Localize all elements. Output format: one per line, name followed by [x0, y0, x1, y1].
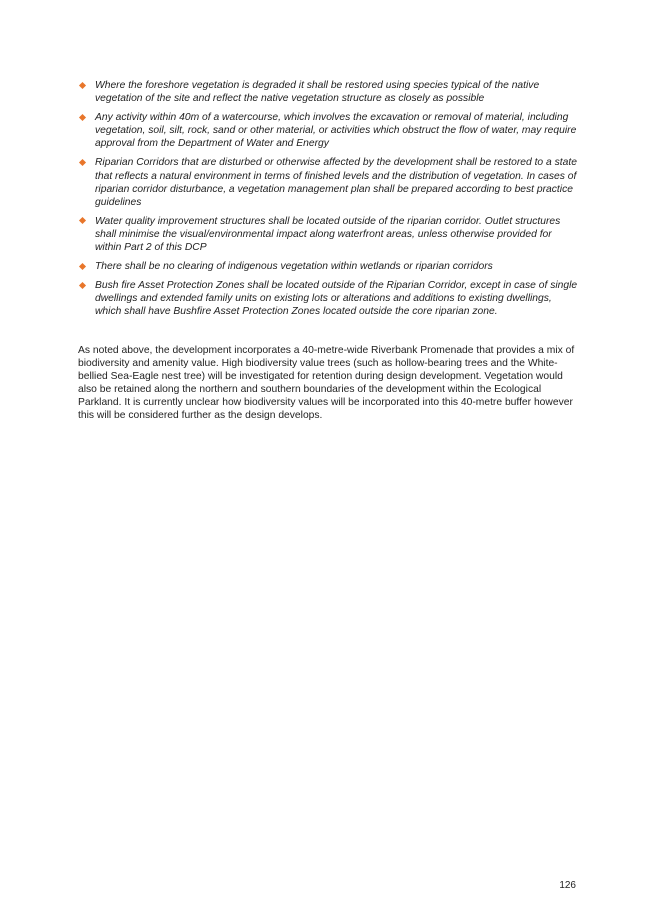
bullet-text: Bush fire Asset Protection Zones shall be located outside of the Riparian Corridor, except in case of single dwellings and extended family units on existing lots or alterations and additions to existing dwellings, which shall have Bushfire Asset Protection Zones located outside the core riparian zone. [95, 280, 578, 318]
bullet-item [78, 260, 578, 273]
bullet-item [78, 215, 578, 254]
bullet-diamond-icon [79, 217, 86, 224]
bullet-text: Water quality improvement structures shall be located outside of the riparian corridor. Outlet structures shall minimise the visual/environmental impact along waterfront areas, unless otherwise provided for within Part 2 of this DCP [95, 215, 561, 254]
bullet-item [78, 279, 578, 318]
bullet-text: Any activity within 40m of a watercourse, which involves the excavation or removal of material, including vegetation, soil, silt, rock, sand or other material, or activities which obstruct the flow of water, may require approval from the Department of Water and Energy [95, 112, 577, 150]
bullet-text: There shall be no clearing of indigenous vegetation within wetlands or riparian corridors [95, 261, 493, 273]
bullet-text: Riparian Corridors that are disturbed or otherwise affected by the development shall be restored to a state that reflects a natural environment in terms of finished levels and the distribution of vegetation. In cases of riparian corridor disturbance, a vegetation management plan shall be prepared according to best practice guidelines [95, 157, 577, 208]
bullet-diamond-icon [79, 114, 86, 121]
bullet-item [78, 156, 578, 208]
bullet-list [78, 79, 578, 325]
page-number: 126 [559, 880, 576, 891]
bullet-diamond-icon [79, 159, 86, 166]
bullet-text: Where the foreshore vegetation is degraded it shall be restored using species typical of the native vegetation of the site and reflect the native vegetation structure as closely as possible [95, 80, 540, 105]
bullet-diamond-icon [79, 282, 86, 289]
bullet-diamond-icon [79, 81, 86, 88]
bullet-item [78, 79, 578, 105]
body-paragraph: As noted above, the development incorporates a 40-metre-wide Riverbank Promenade that provides a mix of biodiversity and amenity value. High biodiversity value trees (such as hollow-bearing trees and the White-bellied Sea-Eagle nest tree) will be investigated for retention during design development. Vegetation would also be retained along the northern and southern boundaries of the development within the Ecological Parkland. It is currently unclear how biodiversity values will be incorporated into this 40-metre buffer however this will be considered further as the design develops. [78, 345, 575, 422]
bullet-diamond-icon [79, 263, 86, 270]
bullet-item [78, 111, 578, 150]
